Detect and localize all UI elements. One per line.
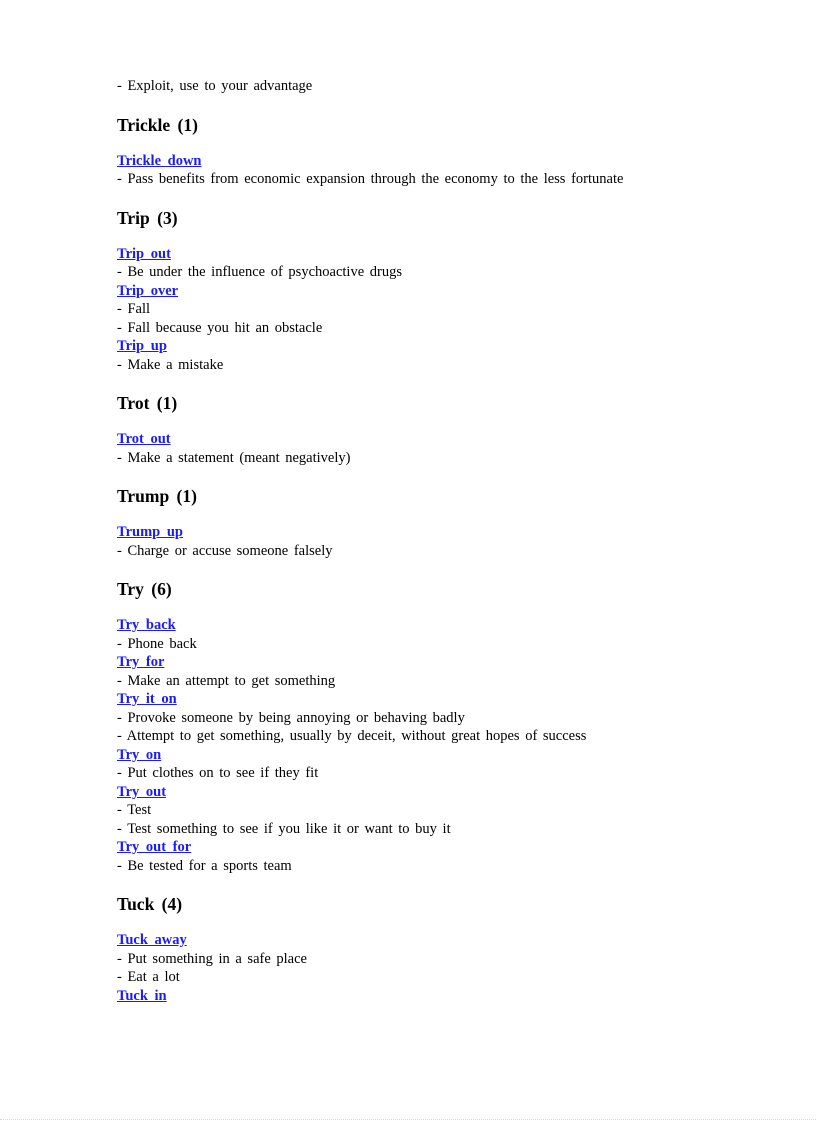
group-heading-trot: Trot (1)	[117, 393, 178, 413]
verb-entry-try-on	[117, 746, 777, 765]
definition-line: - Make an attempt to get something	[117, 672, 336, 689]
verb-entry-tuck-away	[117, 931, 777, 950]
definition-line: - Put something in a safe place	[117, 950, 307, 967]
definition-line: - Test	[117, 802, 152, 818]
verb-entry-trip-over	[117, 282, 777, 301]
verb-entry-trip-up	[117, 337, 777, 356]
definition-line: - Charge or accuse someone falsely	[117, 542, 333, 559]
verb-entry-try-back	[117, 616, 777, 635]
verb-entry-trump-up	[117, 523, 777, 542]
group-heading-tuck: Tuck (4)	[117, 894, 183, 914]
definition-line: - Attempt to get something, usually by deceit, without great hopes of success	[117, 728, 587, 744]
definition-line: - Pass benefits from economic expansion through the economy to the less fortunate	[117, 171, 624, 187]
verb-link-trip-over[interactable]: Trip over	[117, 282, 179, 299]
verb-link-trump-up[interactable]: Trump up	[117, 524, 183, 540]
group-heading-trump: Trump (1)	[117, 486, 197, 506]
definition-line: - Provoke someone by being annoying or behaving badly	[117, 709, 465, 726]
verb-link-try-out[interactable]: Try out	[117, 783, 167, 800]
definition-line: - Make a mistake	[117, 356, 224, 373]
definition-line: - Make a statement (meant negatively)	[117, 449, 351, 466]
verb-link-trickle-down[interactable]: Trickle down	[117, 152, 202, 169]
definition-line: - Test something to see if you like it or want to buy it	[117, 820, 451, 837]
verb-link-tuck-in[interactable]: Tuck in	[117, 987, 167, 1004]
phrasal-verb-list	[117, 77, 777, 1005]
definition-line: - Exploit, use to your advantage	[117, 78, 313, 94]
definition-line: - Be under the influence of psychoactive drugs	[117, 264, 402, 280]
verb-link-try-for[interactable]: Try for	[117, 654, 165, 670]
definition-line: - Fall	[117, 301, 151, 317]
page-bottom-divider	[0, 1119, 816, 1120]
definition-line: - Fall because you hit an obstacle	[117, 319, 323, 336]
verb-link-try-it-on[interactable]: Try it on	[117, 691, 177, 707]
verb-entry-try-out-for	[117, 838, 777, 857]
verb-link-try-back[interactable]: Try back	[117, 617, 176, 633]
group-heading-trip: Trip (3)	[117, 207, 178, 228]
verb-entry-trip-out	[117, 245, 777, 264]
verb-entry-try-for	[117, 653, 777, 672]
definition-line: - Eat a lot	[117, 969, 180, 985]
verb-link-trip-up[interactable]: Trip up	[117, 338, 167, 354]
definition-line: - Be tested for a sports team	[117, 857, 292, 874]
verb-link-trip-out[interactable]: Trip out	[117, 245, 171, 262]
verb-entry-try-it-on	[117, 690, 777, 709]
definition-line: - Phone back	[117, 635, 197, 652]
group-heading-trickle: Trickle (1)	[117, 114, 198, 135]
verb-link-tuck-away[interactable]: Tuck away	[117, 932, 187, 948]
verb-entry-tuck-in	[117, 987, 777, 1006]
verb-entry-trickle-down	[117, 152, 777, 171]
verb-link-try-on[interactable]: Try on	[117, 746, 162, 763]
definition-line: - Put clothes on to see if they fit	[117, 765, 319, 781]
verb-entry-try-out	[117, 783, 777, 802]
verb-link-trot-out[interactable]: Trot out	[117, 431, 171, 447]
group-heading-try: Try (6)	[117, 579, 172, 599]
verb-entry-trot-out	[117, 430, 777, 449]
verb-link-try-out-for[interactable]: Try out for	[117, 839, 192, 855]
